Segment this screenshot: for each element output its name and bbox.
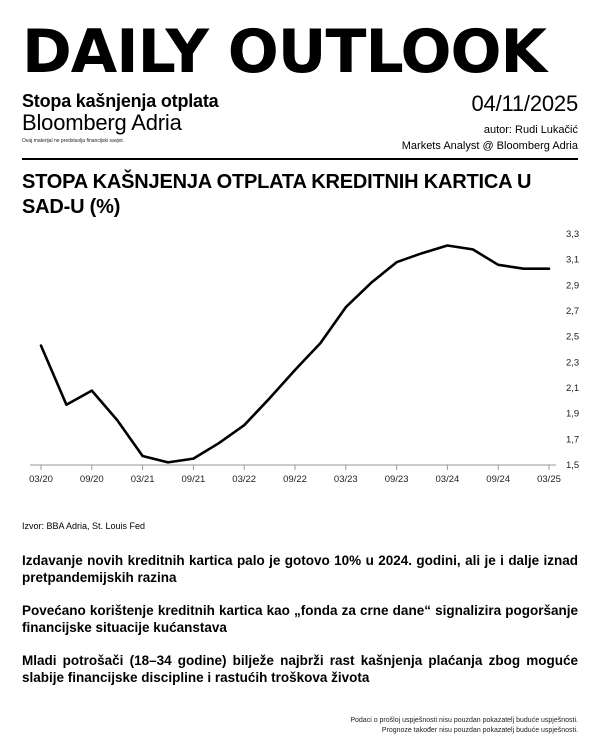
footer-line: Prognoze također nisu pouzdan pokazatelj buduće uspješnosti.: [381, 727, 578, 734]
y-tick-label: 2,5: [566, 331, 580, 343]
x-tick-label: 09/21: [181, 474, 206, 485]
y-tick-label: 2,1: [566, 383, 580, 394]
series-line: [41, 246, 549, 463]
y-tick-label: 2,7: [566, 306, 580, 317]
x-tick-label: 03/20: [29, 474, 53, 485]
chart-title: STOPA KAŠNJENJA OTPLATA KREDITNIH KARTICA U SAD-U (%): [22, 171, 532, 218]
y-tick-label: 2,3: [566, 357, 580, 369]
masthead-title: DAILY OUTLOOK: [22, 17, 547, 87]
y-tick-label: 3,1: [566, 254, 580, 266]
chart-source: Izvor: BBA Adria, St. Louis Fed: [22, 521, 146, 531]
report-date: 04/11/2025: [471, 91, 578, 116]
key-point: Mladi potrošači (18–34 godine) bilježe najbrži rast kašnjenja plaćanja zbog moguće slabije financijske discipline i rastućih troškova života: [22, 653, 578, 685]
x-tick-label: 03/25: [537, 474, 561, 485]
x-tick-label: 09/24: [486, 474, 511, 485]
footer-disclaimer: [350, 716, 578, 736]
x-tick-label: 09/20: [79, 474, 104, 485]
footer-line: Podaci o prošloj uspješnosti nisu pouzdan pokazatelj buduće uspješnosti.: [350, 717, 578, 724]
author-role: Markets Analyst @ Bloomberg Adria: [401, 140, 578, 152]
y-tick-label: 1,7: [566, 434, 580, 446]
author-block: [402, 122, 578, 154]
header-divider: [22, 158, 578, 160]
key-point: Izdavanje novih kreditnih kartica palo je gotovo 10% u 2024. godini, ali je i dalje iznad pretpandemijskih razina: [22, 553, 578, 585]
y-tick-label: 3,3: [566, 229, 580, 240]
x-tick-label: 09/22: [283, 474, 307, 485]
small-disclaimer: Ovaj materijal ne predstavlja financijski savjet.: [22, 138, 124, 144]
x-tick-label: 09/23: [384, 474, 409, 485]
y-tick-label: 1,9: [566, 408, 580, 420]
author-name: autor: Rudi Lukačić: [483, 124, 578, 136]
y-tick-label: 1,5: [566, 460, 580, 471]
x-tick-label: 03/23: [333, 474, 358, 485]
report-subtitle: Stopa kašnjenja otplata: [22, 91, 219, 111]
x-tick-label: 03/24: [435, 474, 460, 485]
x-tick-label: 03/21: [130, 474, 155, 485]
key-points: [22, 552, 578, 702]
y-tick-label: 2,9: [566, 280, 580, 292]
line-chart: [0, 222, 600, 500]
brand-name: Bloomberg Adria: [22, 110, 182, 135]
plot-area: [29, 229, 579, 485]
x-tick-label: 03/22: [232, 474, 257, 485]
key-point: Povećano korištenje kreditnih kartica kao „fonda za crne dane“ signalizira pogoršanje financijske situacije kućanstava: [22, 603, 578, 635]
